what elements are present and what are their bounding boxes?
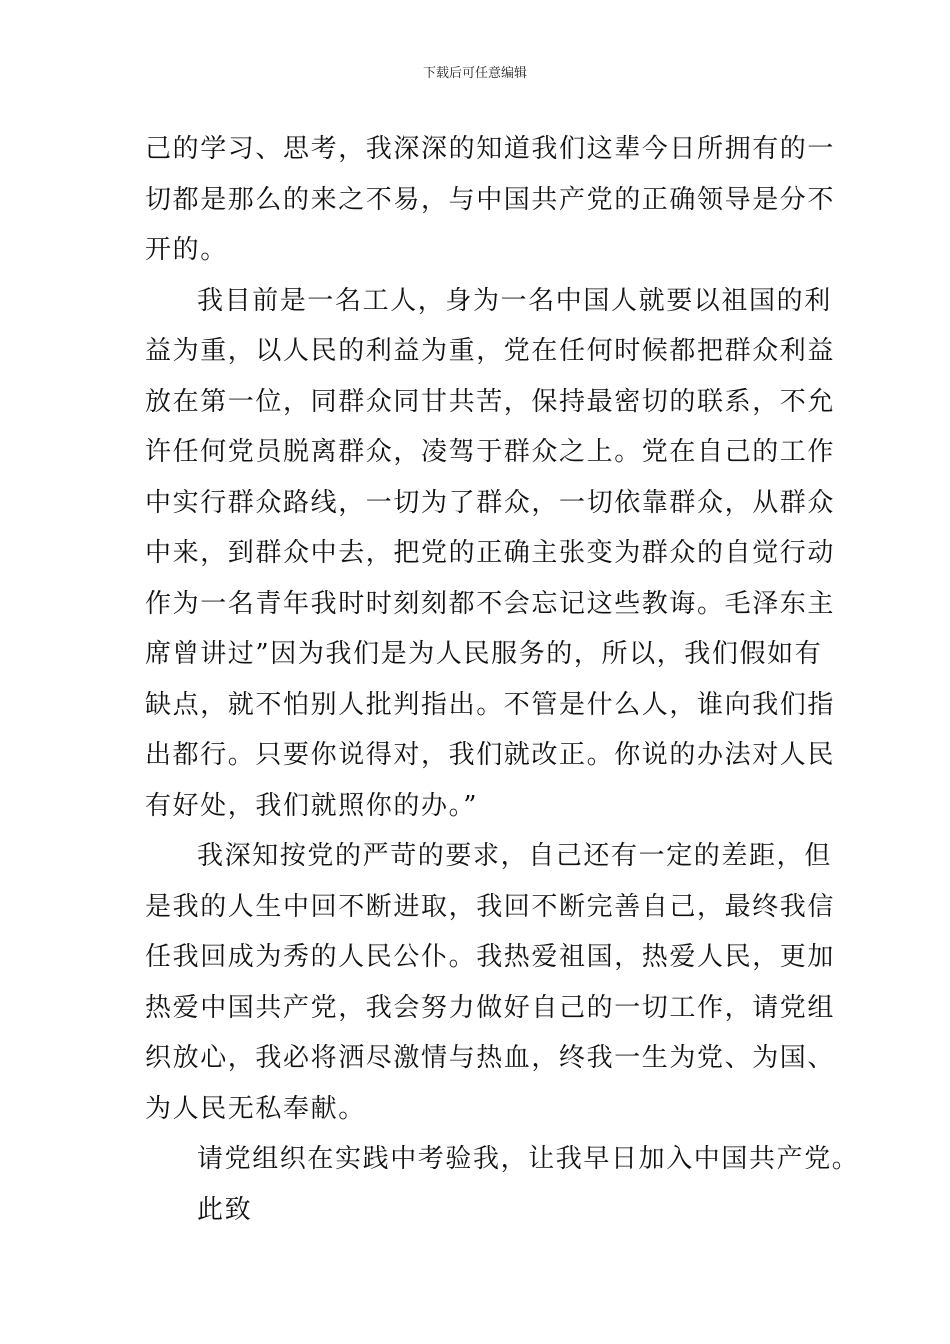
- text-line: 切都是那么的来之不易，与中国共产党的正确领导是分不: [145, 184, 836, 215]
- page-header: 下载后可任意编辑: [422, 66, 527, 81]
- paragraph-4: [145, 1134, 860, 1185]
- paragraph-5: [145, 1185, 811, 1236]
- text-line: 有好处，我们就照你的办。”: [145, 790, 479, 821]
- text-line: 开的。: [145, 235, 228, 265]
- text-line: 出都行。只要你说得对，我们就改正。你说的办法对人民: [145, 740, 836, 770]
- text-line: 任我回成为秀的人民公仆。我热爱祖国，热爱人民，更加: [145, 942, 836, 972]
- text-line: 中来，到群众中去，把党的正确主张变为群众的自觉行动: [145, 538, 836, 568]
- text-line: 许任何党员脱离群众，凌驾于群众之上。党在自己的工作: [145, 437, 836, 467]
- paragraph-3: [145, 831, 836, 1134]
- text-line: 请党组织在实践中考验我，让我早日加入中国共产党。: [197, 1144, 860, 1174]
- text-line: 益为重，以人民的利益为重，党在任何时候都把群众利益: [145, 336, 836, 366]
- text-line: 己的学习、思考，我深深的知道我们这辈今日所拥有的一: [145, 134, 836, 164]
- text-line: 为人民无私奉献。: [145, 1093, 366, 1124]
- text-line: 席曾讲过”因为我们是为人民服务的，所以，我们假如有: [145, 639, 823, 669]
- paragraph-2: [145, 276, 836, 832]
- text-line: 我深知按党的严苛的要求，自己还有一定的差距，但: [197, 841, 832, 871]
- text-line: 作为一名青年我时时刻刻都不会忘记这些教诲。毛泽东主: [145, 588, 836, 619]
- text-line: 织放心，我必将洒尽激情与热血，终我一生为党、为国、: [145, 1043, 836, 1073]
- text-line: 缺点，就不怕别人批判指出。不管是什么人，谁向我们指: [145, 689, 836, 720]
- text-line: 我目前是一名工人，身为一名中国人就要以祖国的利: [197, 285, 832, 316]
- text-line: 放在第一位，同群众同甘共苦，保持最密切的联系，不允: [145, 386, 836, 417]
- document-body: [145, 124, 860, 1235]
- text-line: 中实行群众路线，一切为了群众，一切依靠群众，从群众: [145, 487, 836, 518]
- paragraph-1: [145, 124, 836, 276]
- text-line: 热爱中国共产党，我会努力做好自己的一切工作，请党组: [145, 992, 836, 1023]
- closing-salutation: 此致: [197, 1194, 253, 1225]
- text-line: 是我的人生中回不断进取，我回不断完善自己，最终我信: [145, 891, 836, 922]
